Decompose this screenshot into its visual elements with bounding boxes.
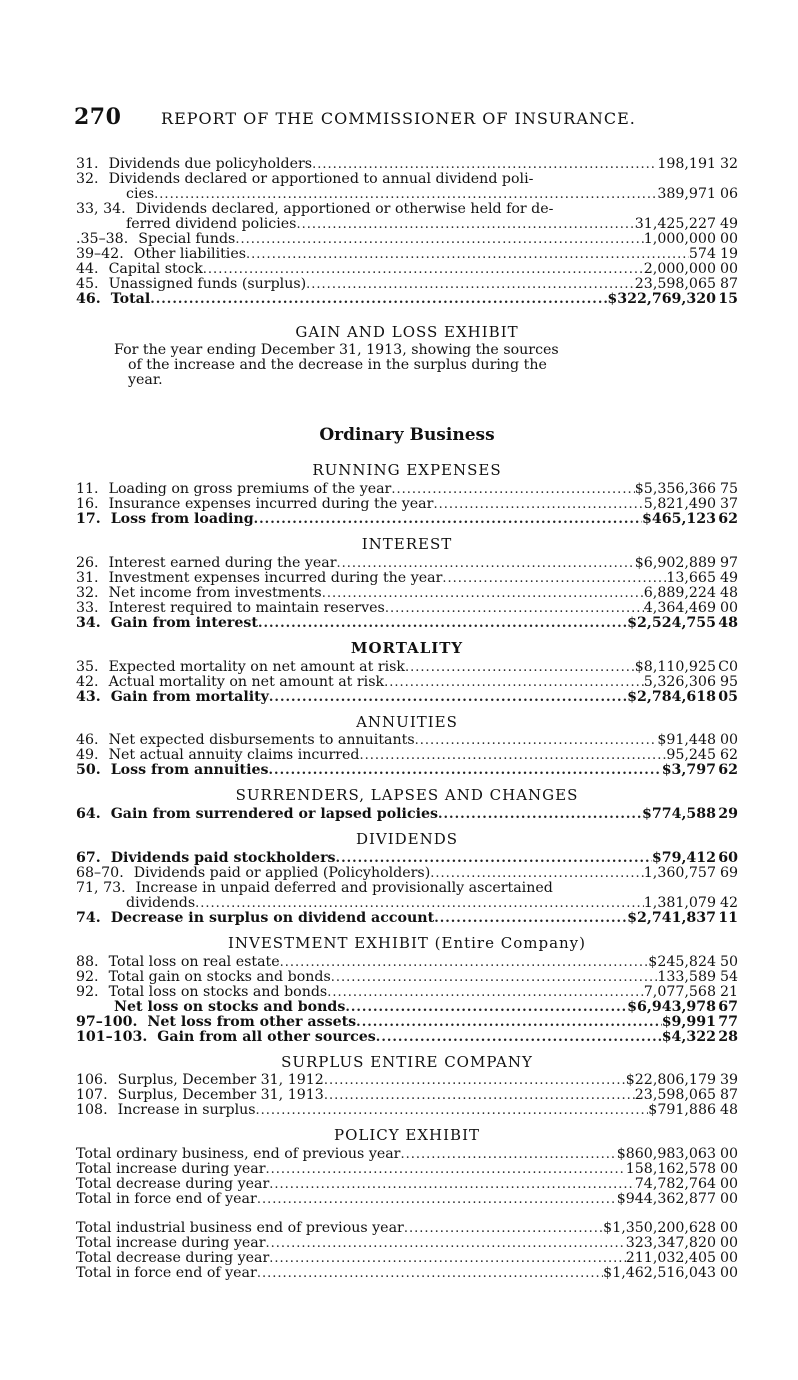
line-label: Increase in unpaid deferred and provisionally ascertained [135,879,553,896]
line-item-row [76,616,738,631]
leader-dots [254,513,642,527]
line-amount: 13,665 [666,569,716,586]
line-label: Total decrease during year [76,1250,270,1267]
line-label: Loss from loading [110,510,254,527]
line-cents: 50 [719,953,738,970]
leader-dots [391,483,634,497]
line-label: Dividends due policyholders [108,156,313,172]
leader-dots [336,852,652,866]
annuities-title: ANNUITIES [356,712,458,731]
line-number: 64. [76,806,101,823]
line-label: Interest required to maintain reserves [108,599,385,616]
line-item-row [76,675,738,690]
line-cents: 00 [719,230,738,247]
line-amount: $465,123 [641,510,716,527]
line-item-row [76,1192,738,1207]
line-amount: 5,821,490 [643,495,716,512]
line-amount: $860,983,063 [616,1146,716,1163]
line-item-row [76,277,738,292]
report-content [76,157,738,1281]
line-cents: 87 [719,275,738,292]
line-item-row [76,556,738,571]
line-label: Dividends paid or applied (Policyholders) [133,864,431,881]
leader-dots [337,557,635,571]
line-amount: $6,943,978 [627,998,716,1015]
line-item-row [76,1147,738,1162]
line-amount: 95,245 [666,747,716,764]
line-item-row [76,202,738,217]
line-label: Unassigned funds (surplus) [108,275,307,292]
line-amount: $2,524,755 [627,614,716,631]
leader-dots [356,1016,662,1030]
line-item-row [76,881,738,896]
line-item-row [76,1030,738,1045]
line-cents: 95 [719,673,738,690]
line-item-row [76,1221,738,1236]
surplus-title: SURPLUS ENTIRE COMPANY [281,1052,533,1071]
liabilities-list [76,157,738,307]
line-label: Expected mortality on net amount at risk [108,658,406,675]
leader-dots [195,897,644,911]
line-label: Other liabilities [133,245,247,262]
leader-dots [433,498,643,512]
line-label: Total in force end of year [76,1191,257,1208]
running-expenses-list [76,482,738,527]
line-cents: 21 [719,983,738,1000]
line-cents: 49 [719,215,738,232]
line-number: 68–70. [76,864,124,881]
leader-dots [246,248,689,262]
leader-dots [265,1163,625,1177]
leader-dots [269,1178,634,1192]
line-cents: 97 [719,554,738,571]
line-label: Interest earned during the year [108,554,337,571]
leader-dots [296,218,634,232]
gain-loss-description [114,343,634,388]
line-number: 107. [76,1087,108,1104]
line-number: 32. [76,584,99,601]
mortality-list [76,660,738,705]
line-label: Dividends declared, apportioned or otherwise held for de- [135,200,554,217]
description-line: For the year ending December 31, 1913, showing the sources [114,342,559,359]
line-label: Surplus, December 31, 1913 [117,1087,324,1104]
line-item-row [76,157,738,172]
surplus-list [76,1073,738,1118]
line-item-row [76,1236,738,1251]
line-item-row [76,586,738,601]
leader-dots [269,691,627,705]
line-cents: 05 [718,688,738,705]
line-cents: 00 [719,1161,738,1178]
leader-dots [269,764,662,778]
line-number: 71, 73. [76,879,126,896]
line-label: Increase in surplus [117,1102,256,1119]
line-label: Dividends paid stockholders [110,849,336,866]
line-label: Net expected disbursements to annuitants [108,732,415,749]
line-number: 67. [76,849,101,866]
interest-list [76,556,738,631]
description-line: of the increase and the decrease in the surplus during the [128,357,547,374]
line-label: Total increase during year [76,1235,266,1252]
leader-dots [203,263,644,277]
line-amount: $91,448 [657,732,716,749]
leader-dots [258,617,627,631]
line-amount: $6,902,889 [634,554,716,571]
line-label: Total gain on stocks and bonds [108,968,331,985]
line-item-row [76,247,738,262]
policy-exhibit-title: POLICY EXHIBIT [333,1126,480,1145]
line-item-row [76,866,738,881]
line-cents: 00 [719,1191,738,1208]
line-item-row [76,1251,738,1266]
line-number: 17. [76,510,101,527]
leader-dots [265,1237,625,1251]
line-item-row [76,262,738,277]
line-number: 44. [76,260,99,277]
line-cents: 60 [718,849,738,866]
line-label: Net loss on stocks and bonds [114,998,346,1015]
line-label: Total ordinary business, end of previous year [76,1146,401,1163]
line-cents: 00 [719,260,738,277]
line-amount: $774,588 [641,806,716,823]
line-amount: $9,991 [661,1013,716,1030]
line-item-row [76,985,738,1000]
line-amount: $22,806,179 [625,1072,716,1089]
line-label: Decrease in surplus on dividend account [110,909,435,926]
line-label: Total loss on real estate [108,953,280,970]
leader-dots [404,1222,603,1236]
interest-title: INTEREST [361,534,453,553]
line-label: Total decrease during year [76,1176,270,1193]
line-cents: 28 [718,1028,738,1045]
line-cents: 39 [719,1072,738,1089]
line-cents: 49 [719,569,738,586]
description-line: year. [128,372,163,389]
line-cents: 75 [719,480,738,497]
leader-dots [384,676,644,690]
policy-ordinary-list [76,1147,738,1207]
line-label: Actual mortality on net amount at risk [108,673,385,690]
line-cents: 06 [719,185,738,202]
line-amount: $1,350,200,628 [603,1220,716,1237]
line-amount: 74,782,764 [634,1176,716,1193]
line-label: Loading on gross premiums of the year [108,480,392,497]
line-amount: 389,971 [657,185,716,202]
line-amount: 1,360,757 [643,864,716,881]
line-number: 101–103. [76,1028,148,1045]
line-item-row [76,1000,738,1015]
line-label-continued: cies [126,185,155,202]
surrenders-list [76,807,738,822]
line-number: 74. [76,909,101,926]
leader-dots [385,602,644,616]
dividends-list [76,851,738,926]
line-amount: $3,797 [661,762,716,779]
line-amount: 323,347,820 [625,1235,716,1252]
line-label: Total increase during year [76,1161,266,1178]
leader-dots [235,233,643,247]
line-number: 16. [76,495,99,512]
line-item-row [76,851,738,866]
mortality-title: MORTALITY [350,638,464,657]
line-number: .35–38. [76,230,129,247]
leader-dots [438,808,642,822]
line-cents: 32 [719,156,738,172]
line-cents: C0 [718,658,738,675]
line-cents: 00 [719,1220,738,1237]
leader-dots [415,734,658,748]
leader-dots [400,1148,616,1162]
leader-dots [327,986,644,1000]
line-number: 106. [76,1072,108,1089]
line-item-row [76,748,738,763]
line-label: Gain from all other sources [157,1028,376,1045]
leader-dots [256,1104,649,1118]
line-number: 50. [76,762,101,779]
line-number: 49. [76,747,99,764]
line-amount: $2,784,618 [627,688,716,705]
line-item-row [76,1162,738,1177]
line-cents: 54 [719,968,738,985]
leader-dots [360,749,667,763]
leader-dots [324,1074,626,1088]
line-amount: 1,381,079 [643,894,716,911]
line-number: 39–42. [76,245,124,262]
leader-dots [150,293,607,307]
leader-dots [345,1001,627,1015]
line-cents: 42 [719,894,738,911]
leader-dots [322,587,644,601]
line-item-row [76,1088,738,1103]
line-label: Surplus, December 31, 1912 [117,1072,324,1089]
line-number: 46. [76,290,101,307]
leader-dots [430,867,644,881]
line-amount: 211,032,405 [625,1250,716,1267]
line-cents: 67 [718,998,738,1015]
line-cents: 19 [719,245,738,262]
line-amount: 23,598,065 [634,275,716,292]
line-item-row [76,232,738,247]
line-amount: $322,769,320 [607,290,716,307]
line-number: 88. [76,953,99,970]
leader-dots [434,912,627,926]
line-item-row [76,1177,738,1192]
line-label: Gain from mortality [110,688,269,705]
leader-dots [331,971,658,985]
line-number: 11. [76,480,99,497]
line-amount: $4,322 [661,1028,716,1045]
line-number: 42. [76,673,99,690]
line-cents: 15 [718,290,738,307]
line-amount: $791,886 [648,1102,716,1119]
line-amount: 2,000,000 [643,260,716,277]
line-number: 35. [76,658,99,675]
line-item-row [76,970,738,985]
line-label-continued: ferred dividend policies [126,215,297,232]
line-item-row [76,497,738,512]
line-cents: 62 [719,747,738,764]
leader-dots [405,661,635,675]
line-item-row [76,807,738,822]
investment-list [76,955,738,1045]
line-item-row [76,292,738,307]
line-item-row [76,571,738,586]
line-amount: $944,362,877 [616,1191,716,1208]
line-number: 108. [76,1102,108,1119]
line-cents: 69 [719,864,738,881]
line-item-row [76,482,738,497]
line-cents: 48 [719,1102,738,1119]
line-cents: 00 [719,1235,738,1252]
gain-loss-title: GAIN AND LOSS EXHIBIT [295,322,519,341]
line-item-continuation [76,187,738,202]
line-number: 46. [76,732,99,749]
line-item-row [76,1103,738,1118]
line-cents: 00 [719,1265,738,1282]
leader-dots [280,956,649,970]
line-cents: 37 [719,495,738,512]
line-item-row [76,1266,738,1281]
line-item-row [76,601,738,616]
leader-dots [269,1252,625,1266]
line-label: Gain from interest [110,614,258,631]
line-amount: 133,589 [657,968,716,985]
line-label: Net actual annuity claims incurred [108,747,360,764]
ordinary-business-title: Ordinary Business [319,425,495,446]
leader-dots [376,1031,662,1045]
line-amount: $245,824 [648,953,716,970]
line-cents: 11 [718,909,738,926]
line-number: 92. [76,983,99,1000]
line-number: 32. [76,171,99,187]
line-number: 33. [76,599,99,616]
line-amount: $1,462,516,043 [603,1265,716,1282]
line-label: Net loss from other assets [147,1013,357,1030]
leader-dots [306,278,635,292]
line-label: Special funds [138,230,236,247]
line-item-row [76,1015,738,1030]
line-amount: $8,110,925 [634,658,716,675]
line-amount: 23,598,065 [634,1087,716,1104]
line-item-continuation [76,896,738,911]
surrenders-title: SURRENDERS, LAPSES AND CHANGES [235,786,579,805]
line-label: Net income from investments [108,584,322,601]
line-amount: 574 [688,245,716,262]
line-cents: 87 [719,1087,738,1104]
line-cents: 48 [719,584,738,601]
leader-dots [312,158,657,172]
line-cents: 00 [719,1146,738,1163]
page-header [74,104,724,130]
line-cents: 77 [718,1013,738,1030]
policy-industrial-list [76,1221,738,1281]
line-number: 34. [76,614,101,631]
line-label: Total industrial business end of previous year [76,1220,404,1237]
line-item-row [76,733,738,748]
line-number: 43. [76,688,101,705]
investment-title: INVESTMENT EXHIBIT (Entire Company) [227,933,587,952]
line-item-row [76,763,738,778]
line-amount: $2,741,837 [627,909,716,926]
line-item-row [76,660,738,675]
line-amount: 5,326,306 [643,673,716,690]
leader-dots [154,188,657,202]
leader-dots [324,1089,635,1103]
line-number: 33, 34. [76,200,126,217]
line-item-continuation [76,217,738,232]
leader-dots [257,1193,617,1207]
line-number: 97–100. [76,1013,138,1030]
line-amount: 198,191 [657,156,716,172]
line-item-row [76,172,738,187]
line-cents: 00 [719,732,738,749]
line-cents: 62 [718,762,738,779]
line-label-continued: dividends [126,894,196,911]
line-cents: 62 [718,510,738,527]
annuities-list [76,733,738,778]
line-number: 45. [76,275,99,292]
line-label: Capital stock [108,260,203,277]
line-amount: 158,162,578 [625,1161,716,1178]
line-amount: $5,356,366 [634,480,716,497]
line-amount: 7,077,568 [643,983,716,1000]
page-number: 270 [74,104,122,130]
line-number: 26. [76,554,99,571]
line-amount: 1,000,000 [643,230,716,247]
line-item-row [76,911,738,926]
line-cents: 00 [719,1176,738,1193]
line-label: Gain from surrendered or lapsed policies [110,806,438,823]
line-item-row [76,1073,738,1088]
leader-dots [257,1267,603,1281]
line-label: Total in force end of year [76,1265,257,1282]
dividends-title: DIVIDENDS [355,830,459,849]
line-number: 92. [76,968,99,985]
line-cents: 00 [719,1250,738,1267]
line-item-row [76,690,738,705]
line-number: 31. [76,156,99,172]
line-cents: 00 [719,599,738,616]
line-label: Dividends declared or apportioned to annual dividend poli- [108,171,534,187]
line-label: Total [110,290,151,307]
line-amount: 4,364,469 [643,599,716,616]
line-label: Insurance expenses incurred during the year [108,495,434,512]
line-cents: 29 [718,806,738,823]
line-cents: 48 [718,614,738,631]
line-item-row [76,512,738,527]
line-number: 31. [76,569,99,586]
leader-dots [442,572,666,586]
line-label: Total loss on stocks and bonds [108,983,328,1000]
line-label: Investment expenses incurred during the year [108,569,443,586]
line-label: Loss from annuities [110,762,269,779]
running-expenses-title: RUNNING EXPENSES [312,461,502,480]
line-amount: $79,412 [651,849,716,866]
page-title: REPORT OF THE COMMISSIONER OF INSURANCE. [161,109,636,128]
line-amount: 31,425,227 [634,215,716,232]
line-amount: 6,889,224 [643,584,716,601]
line-item-row [76,955,738,970]
